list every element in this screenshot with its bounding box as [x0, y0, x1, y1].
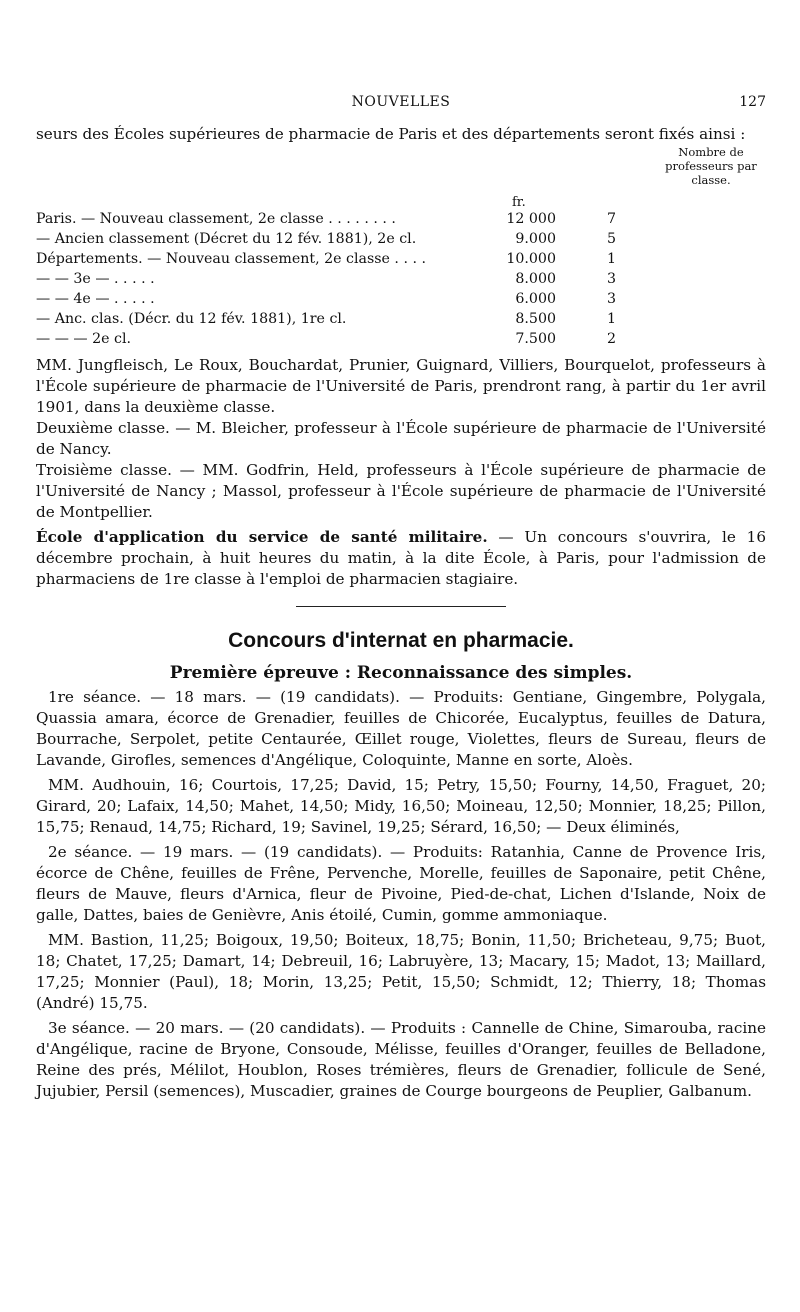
- row-salary: 9.000: [515, 231, 556, 247]
- table-row: [36, 251, 766, 271]
- row-salary: 6.000: [515, 291, 556, 307]
- salary-table: [36, 145, 766, 347]
- table-row: [36, 231, 766, 251]
- paragraph-promotions: MM. Jungfleisch, Le Roux, Bouchardat, Prunier, Guignard, Villiers, Bourquelot, professeurs à l'École supérieure de pharmacie de l'Université de Paris, prendront rang, à partir du 1er avril 1901, dans la deuxième classe.: [36, 356, 766, 416]
- section-divider: [296, 606, 506, 607]
- row-count: 3: [606, 291, 616, 307]
- row-count: 7: [606, 211, 616, 227]
- table-row: [36, 291, 766, 311]
- paragraph-deuxieme-classe: Deuxième classe. — M. Bleicher, professeur à l'École supérieure de pharmacie de l'Université de Nancy.: [36, 419, 766, 458]
- seance-3: 3e séance. — 20 mars. — (20 candidats). — Produits : Cannelle de Chine, Simarouba, racine d'Angélique, racine de Bryone, Consoude, Mélisse, feuilles d'Oranger, feuilles de Belladone, Reine des prés, Mélilot, Houblon, Roses trémières, fleurs de Grenadier, follicule de Sené, Jujubier, Persil (semences), Muscadier, graines de Courge bourgeons de Peuplier, Galbanum.: [36, 1019, 766, 1100]
- running-head: [36, 94, 766, 116]
- row-count: 1: [606, 251, 616, 267]
- row-count: 3: [606, 271, 616, 287]
- seance-2: 2e séance. — 19 mars. — (19 candidats). — Produits: Ratanhia, Canne de Provence Iris, écorce de Chêne, feuilles de Frêne, Pervenche, Morelle, feuilles de Saponaire, petit Chêne, fleurs de Mauve, fleurs d'Arnica, fleur de Pivoine, Pied-de-chat, Lichen d'Islande, Noix de galle, Dattes, baies de Genièvre, Anis étoilé, Cumin, gomme ammoniaque.: [36, 843, 766, 924]
- row-salary: 8.000: [515, 271, 556, 287]
- page-number: 127: [739, 94, 766, 110]
- page: [36, 0, 766, 1102]
- paragraph-troisieme-classe: Troisième classe. — MM. Godfrin, Held, professeurs à l'École supérieure de pharmacie de l'Université de Nancy ; Massol, professeur à l'École supérieure de pharmacie de l'Université de Montpellier.: [36, 461, 766, 521]
- seance-1: 1re séance. — 18 mars. — (19 candidats). — Produits: Gentiane, Gingembre, Polygala, Quassia amara, écorce de Grenadier, feuilles de Chicorée, Eucalyptus, feuilles de Datura, Bourrache, Serpolet, petite Centaurée, Œillet rouge, Violettes, fleurs de Sureau, fleurs de Lavande, Girofles, semences d'Angélique, Coloquinte, Manne en sorte, Aloès.: [36, 688, 766, 769]
- row-label: — Ancien classement (Décret du 12 fév. 1881), 2e cl.: [36, 231, 417, 247]
- row-label: — — 4e — . . . . .: [36, 291, 155, 307]
- section-title: Concours d'internat en pharmacie.: [228, 629, 574, 652]
- row-label: Départements. — Nouveau classement, 2e classe . . . .: [36, 251, 427, 267]
- row-count: 2: [606, 331, 616, 347]
- row-label: — — 3e — . . . . .: [36, 271, 155, 287]
- row-salary: 7.500: [515, 331, 556, 347]
- section-subtitle: Première épreuve : Reconnaissance des simples.: [169, 663, 633, 683]
- table-column-header: Nombre de professeurs par classe.: [665, 145, 757, 187]
- ecole-application-title: École d'application du service de santé militaire.: [36, 528, 488, 546]
- row-count: 5: [606, 231, 616, 247]
- row-label: Paris. — Nouveau classement, 2e classe . . . . . . . .: [36, 211, 396, 227]
- table-row: [36, 331, 766, 351]
- table-row: [36, 211, 766, 231]
- ecole-application-text: — Un concours s'ouvrira, le 16 décembre prochain, à huit heures du matin, à la dite École, à Paris, pour l'admission de pharmaciens de 1re classe à l'emploi de pharmacien stagiaire.: [36, 528, 767, 588]
- row-salary: 8.500: [515, 311, 556, 327]
- row-count: 1: [606, 311, 616, 327]
- row-label: — — — 2e cl.: [36, 331, 132, 347]
- table-row: [36, 311, 766, 331]
- row-label: — Anc. clas. (Décr. du 12 fév. 1881), 1re cl.: [36, 311, 347, 327]
- running-title: NOUVELLES: [351, 94, 451, 110]
- paragraph-ecole-application: [36, 527, 766, 590]
- seance-1-results: MM. Audhouin, 16; Courtois, 17,25; David, 15; Petry, 15,50; Fourny, 14,50, Fraguet, 20; Girard, 20; Lafaix, 14,50; Mahet, 14,50; Midy, 16,50; Moineau, 12,50; Monnier, 18,25; Pillon, 15,75; Renaud, 14,75; Richard, 19; Savinel, 19,25; Sérard, 16,50; — Deux éliminés,: [36, 776, 766, 836]
- table-row: [36, 271, 766, 291]
- seance-2-results: MM. Bastion, 11,25; Boigoux, 19,50; Boiteux, 18,75; Bonin, 11,50; Bricheteau, 9,75; Buot, 18; Chatet, 17,25; Damart, 14; Debreuil, 16; Labruyère, 13; Macary, 15; Madot, 13; Maillard, 17,25; Monnier (Paul), 18; Morin, 13,25; Petit, 15,50; Schmidt, 12; Thierry, 18; Thomas (André) 15,75.: [36, 931, 766, 1012]
- intro-text: seurs des Écoles supérieures de pharmacie de Paris et des départements seront fixés ainsi :: [36, 125, 746, 143]
- row-salary: 10.000: [506, 251, 556, 267]
- table-unit: fr.: [512, 195, 526, 210]
- row-salary: 12 000: [506, 211, 556, 227]
